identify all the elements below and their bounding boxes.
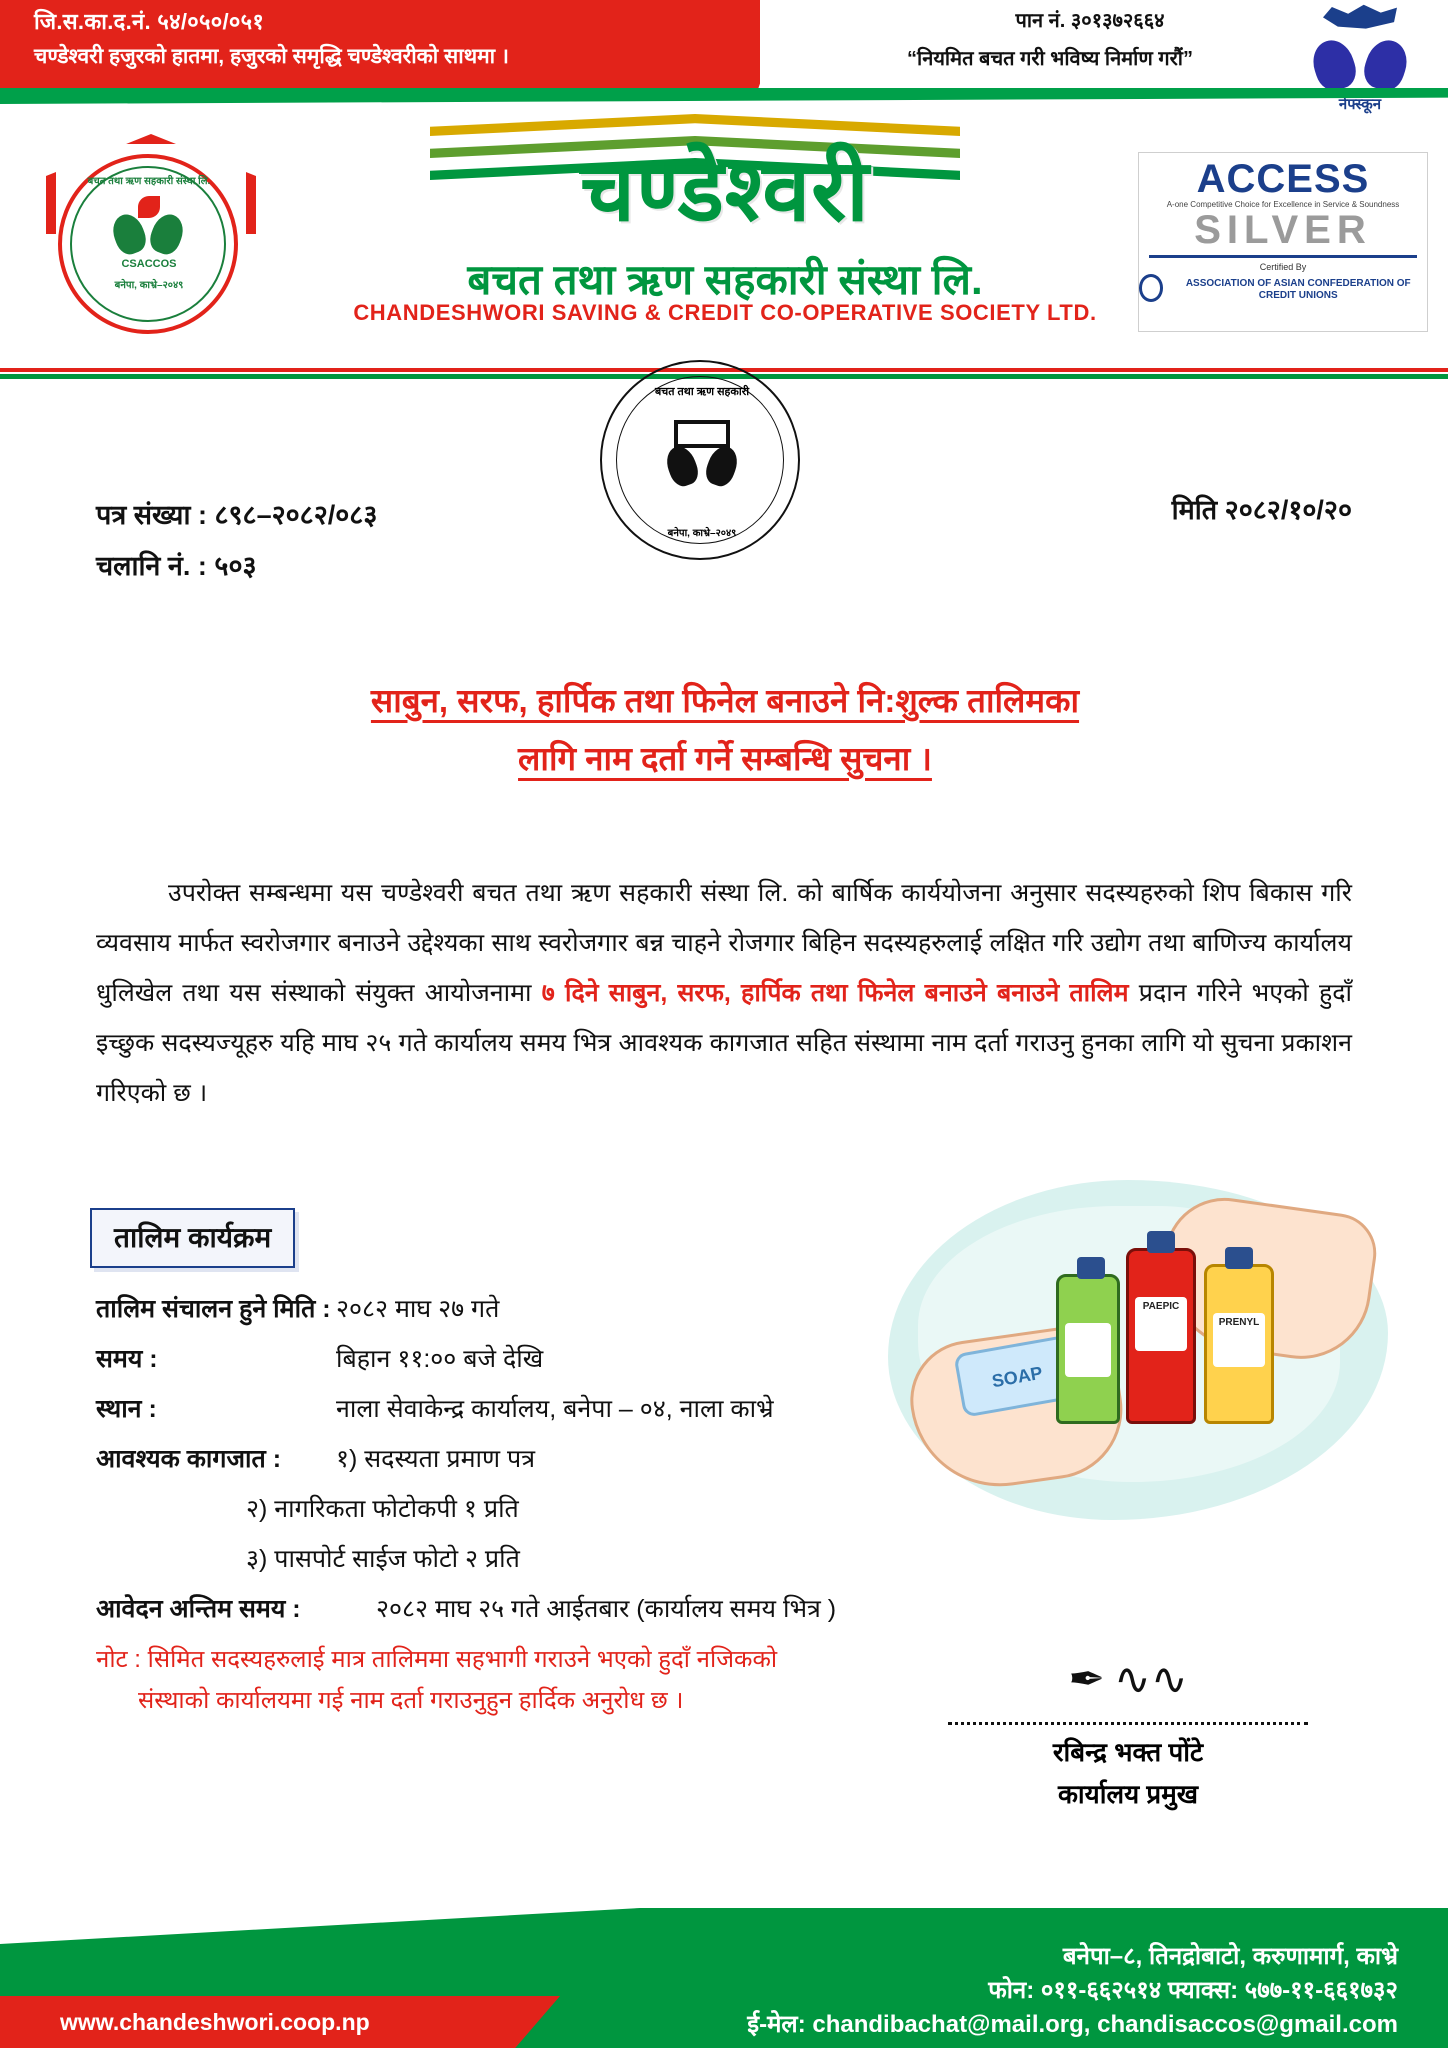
signatory-position: कार्यालय प्रमुख	[1057, 1779, 1199, 1809]
notice-body	[96, 868, 1352, 1118]
dispatch-number-row	[96, 541, 377, 592]
stamp-bottom-text: बनेपा, काभ्रे–२०४९	[667, 527, 737, 539]
notice-title	[160, 672, 1290, 788]
body-part-1: उपरोक्त सम्बन्धमा यस चण्डेश्वरी बचत तथा ऋण सहकारी संस्था लि. को बार्षिक कार्ययोजना अनुसार सदस्यहरुको शिप बिकास गरि व्यवसाय मार्फत स्वरोजगार बनाउने उद्देश्यका साथ स्वरोजगार बन्न चाहने रोजगार बिहिन सदस्यहरुलाई लक्षित गरि उद्योग तथा बाणिज्य कार्यालय धुलिखेल तथा यस संस्थाको संयुक्त आयोजनामा	[96, 879, 1352, 1007]
letter-meta-right	[1172, 490, 1352, 527]
top-bar-left-text	[0, 0, 760, 88]
training-details	[96, 1284, 896, 1722]
registration-number: जि.स.का.द.नं. ५४/०५०/०५१	[34, 9, 265, 34]
body-highlight: ७ दिने साबुन, सरफ, हार्पिक तथा फिनेल बनाउने बनाउने तालिम	[541, 979, 1129, 1007]
detail-row-deadline	[96, 1584, 896, 1634]
company-tagline: चण्डेश्वरी हजुरको हातमा, हजुरको समृद्धि चण्डेश्वरीको साथमा ।	[34, 45, 509, 68]
acu-label: ASSOCIATION OF ASIAN CONFEDERATION OF CREDIT UNIONS	[1185, 278, 1411, 301]
masthead	[0, 100, 1448, 370]
bottle-red-label: PAEPIC	[1135, 1297, 1187, 1351]
notice-title-line2: लागि नाम दर्ता गर्ने सम्बन्धि सुचना ।	[518, 739, 932, 777]
signature-block	[918, 1655, 1338, 1811]
chevron-gold	[430, 114, 960, 136]
document-item-2: २) नागरिकता फोटोकपी १ प्रति	[246, 1495, 519, 1523]
dispatch-number-value: ५०३	[214, 551, 257, 582]
bottle-cap-icon	[1077, 1257, 1105, 1279]
official-stamp	[600, 360, 800, 560]
signatory-name: रबिन्द्र भक्त पोंटे	[1052, 1737, 1204, 1767]
top-bar	[0, 0, 1448, 113]
access-divider	[1149, 255, 1417, 258]
stamp-top-text: बचत तथा ऋण सहकारी	[654, 386, 750, 398]
note-line-1: नोट : सिमित सदस्यहरुलाई मात्र तालिममा सहभागी गराउने भएको हुदाँ नजिकको	[96, 1646, 778, 1673]
notice-title-line1: साबुन, सरफ, हार्पिक तथा फिनेल बनाउने नि:शुल्क तालिमका	[370, 682, 1080, 719]
access-certified-by: Certified By	[1259, 262, 1307, 272]
signature-line	[948, 1722, 1308, 1725]
handwritten-signature: ✒ ∿∿	[1068, 1655, 1188, 1704]
date-label: मिति	[1171, 495, 1218, 525]
organization-name-english: CHANDESHWORI SAVING & CREDIT CO-OPERATIVE SOCIETY LTD.	[353, 300, 1097, 325]
bottle-yellow-label: PRENYL	[1213, 1313, 1265, 1367]
acu-logo-row	[1139, 274, 1427, 302]
notice-note	[96, 1640, 896, 1722]
date-value: २०८२/१०/२०	[1224, 495, 1352, 525]
soap-bar-icon: SOAP	[953, 1334, 1080, 1418]
acu-ring-icon	[1139, 274, 1163, 302]
detergent-bottle-green	[1056, 1274, 1120, 1424]
documents-list	[246, 1484, 896, 1584]
crest-top-text: बचत तथा ऋण सहकारी संस्था लि.	[87, 176, 211, 187]
letter-number-label: पत्र संख्या :	[96, 500, 207, 530]
footer	[0, 1868, 1448, 2048]
hands-icon	[1312, 32, 1408, 92]
detail-label-documents: आवश्यक कागजात :	[96, 1445, 282, 1473]
bottle-green-label	[1065, 1323, 1111, 1377]
detail-label-deadline: आवेदन अन्तिम समय :	[96, 1595, 301, 1623]
crest-abbreviation: CSACCOS	[121, 258, 177, 270]
detail-value-time: बिहान ११:०० बजे देखि	[336, 1345, 544, 1373]
bottle-cap-icon	[1147, 1231, 1175, 1253]
training-program-heading: तालिम कार्यक्रम	[90, 1208, 295, 1268]
crest-plant-icon	[138, 196, 160, 218]
detail-label-venue: स्थान :	[96, 1395, 157, 1423]
note-line-2: संस्थाको कार्यालयमा गई नाम दर्ता गराउनुहुन हार्दिक अनुरोध छ ।	[138, 1686, 684, 1714]
nepal-map-icon	[1323, 2, 1397, 30]
detergent-bottle-red	[1126, 1248, 1196, 1424]
organization-name-nepali: चण्डेश्वरी	[580, 143, 870, 239]
bottle-cap-icon	[1225, 1247, 1253, 1269]
letter-number-row	[96, 490, 377, 541]
savings-slogan: “नियमित बचत गरी भविष्य निर्माण गरौं”	[907, 48, 1193, 70]
access-title: ACCESS	[1196, 157, 1370, 201]
detail-row-time	[96, 1334, 896, 1384]
detail-value-venue: नाला सेवाकेन्द्र कार्यालय, बनेपा – ०४, नाला काभ्रे	[336, 1395, 774, 1423]
detail-label-date: तालिम संचालन हुने मिति :	[96, 1295, 331, 1323]
pan-number: पान नं. ३०१३७२६६४	[1015, 10, 1165, 32]
organization-crest-logo	[28, 130, 278, 330]
crest-bottom-text: बनेपा, काभ्रे–२०४९	[114, 280, 184, 291]
footer-phone: फोन: ०११-६६२५१४ फ्याक्स: ५७७-११-६६१७३२	[988, 1977, 1398, 2004]
detail-value-deadline: २०८२ माघ २५ गते आईतबार (कार्यालय समय भित्र )	[376, 1595, 837, 1623]
detergent-bottle-yellow	[1204, 1264, 1274, 1424]
footer-website[interactable]: www.chandeshwori.coop.np	[60, 2009, 370, 2035]
detail-row-date	[96, 1284, 896, 1334]
access-subtitle: A-one Competitive Choice for Excellence in Service & Soundness	[1166, 200, 1400, 209]
body-part-2: प्रदान गरिने भएको हुदाँ इच्छुक सदस्यज्यूहरु यहि माघ २५ गते कार्यालय समय भित्र आवश्यक कागजात सहित संस्थामा नाम दर्ता गराउनु हुनका लागि यो सुचना प्रकाशन गरिएको छ ।	[96, 979, 1352, 1107]
letter-meta-left	[96, 490, 377, 593]
organization-subtitle-nepali: बचत तथा ऋण सहकारी संस्था लि.	[467, 256, 983, 303]
detail-value-document-1: १) सदस्यता प्रमाण पत्र	[336, 1445, 536, 1473]
footer-address: बनेपा–८, तिनद्रोबाटो, करुणामार्ग, काभ्रे	[1062, 1943, 1398, 1970]
stamp-hands-icon	[668, 428, 736, 488]
detail-row-venue	[96, 1384, 896, 1434]
document-item-3: ३) पासपोर्ट साईज फोटो २ प्रति	[246, 1545, 520, 1573]
detail-value-date: २०८२ माघ २७ गते	[336, 1295, 500, 1323]
letter-number-value: ८९८–२०८२/०८३	[214, 500, 378, 530]
cleaning-products-illustration	[888, 1180, 1388, 1520]
access-silver-badge	[1138, 152, 1428, 332]
access-level: SILVER	[1139, 209, 1427, 251]
footer-email[interactable]: ई-मेल: chandibachat@mail.org, chandisaccos@gmail.com	[747, 2011, 1398, 2038]
detail-row-documents	[96, 1434, 896, 1484]
detail-label-time: समय :	[96, 1345, 158, 1373]
nefscun-label: नेफ्स्कून	[1338, 96, 1382, 113]
dispatch-number-label: चलानि नं. :	[96, 551, 207, 582]
